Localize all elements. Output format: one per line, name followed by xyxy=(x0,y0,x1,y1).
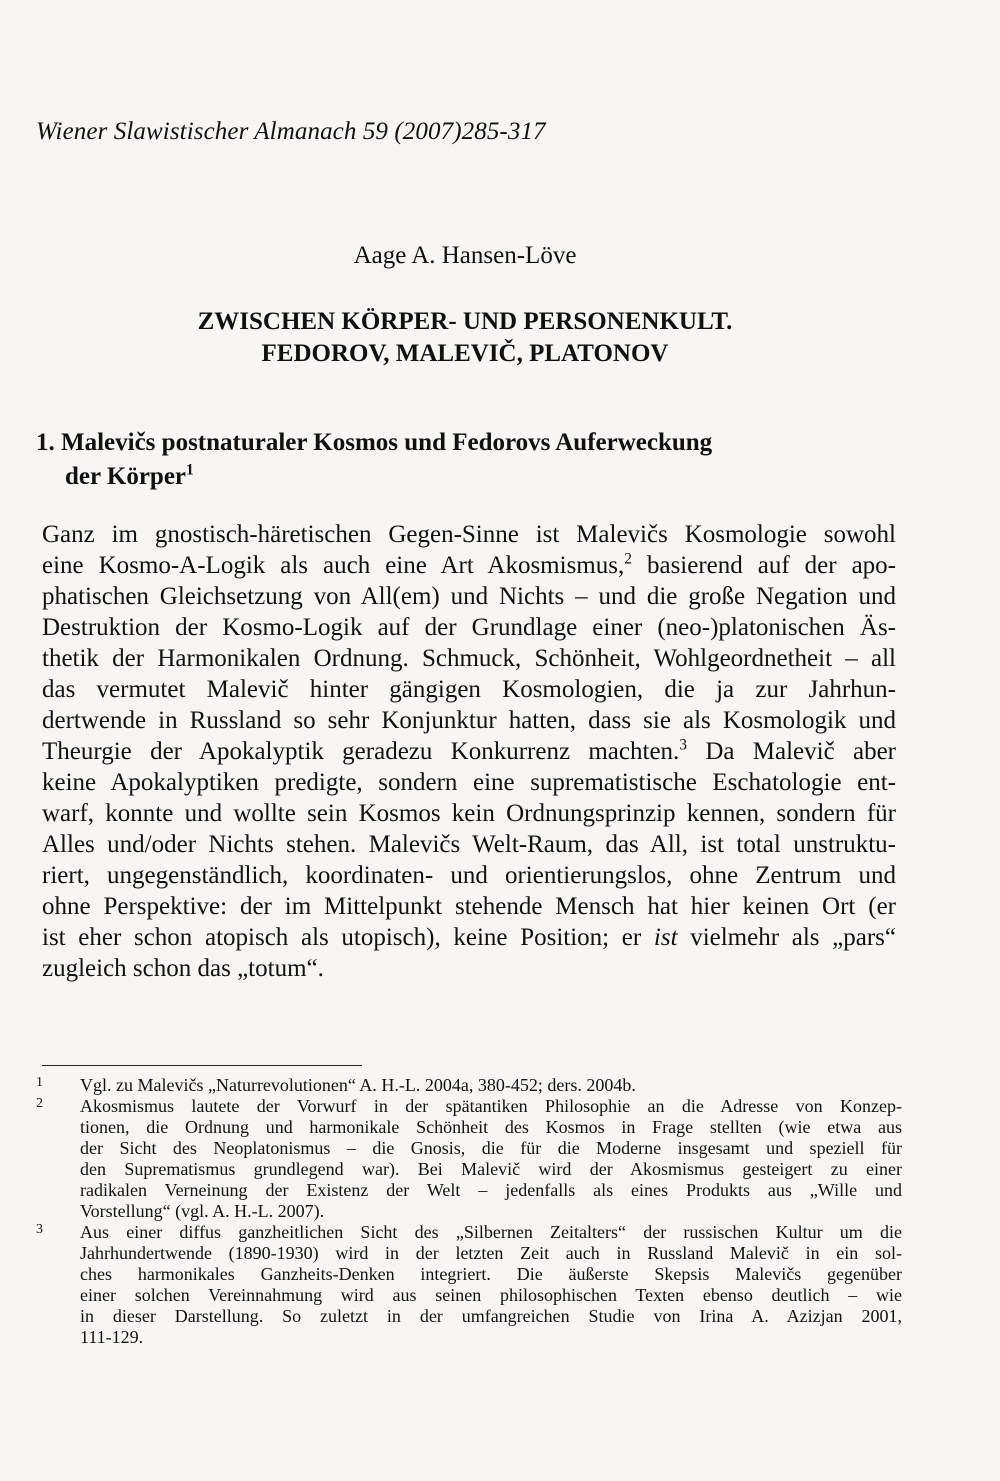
footnote-line: der Sicht des Neoplatonismus – die Gnosis, die für die Moderne insgesamt und speziell für xyxy=(80,1138,902,1158)
body-line: Alles und/oder Nichts stehen. Malevičs Welt-Raum, das All, ist total unstruktu- xyxy=(42,831,896,858)
title-line-2: FEDOROV, MALEVIČ, PLATONOV xyxy=(261,340,669,367)
footnote-line: Akosmismus lautete der Vorwurf in der spätantiken Philosophie an die Adresse von Konzep- xyxy=(80,1096,902,1116)
footnote-number: 1 xyxy=(36,1075,43,1090)
author-name: Aage A. Hansen-Löve xyxy=(353,242,577,269)
body-line: warf, konnte und wollte sein Kosmos kein Ordnungsprinzip kennen, sondern für xyxy=(42,800,896,827)
footnote-line: Vgl. zu Malevičs „Naturrevolutionen“ A. H.-L. 2004a, 380-452; ders. 2004b. xyxy=(80,1075,636,1095)
footnote-line: in dieser Darstellung. So zuletzt in der umfangreichen Studie von Irina A. Azizjan 2001, xyxy=(80,1306,902,1326)
body-line: riert, ungegenständlich, koordinaten- und orientierungslos, ohne Zentrum und xyxy=(42,862,896,889)
section-heading-line-1: 1. Malevičs postnaturaler Kosmos und Fedorovs Auferweckung xyxy=(36,429,713,456)
footnote-line: Aus einer diffus ganzheitlichen Sicht des „Silbernen Zeitalters“ der russischen Kultur um die xyxy=(80,1222,902,1242)
body-line xyxy=(42,550,896,581)
body-line: zugleich schon das „totum“. xyxy=(42,955,324,982)
footnote-2 xyxy=(36,1096,902,1222)
section-heading-line-2-text: der Körper xyxy=(65,463,187,490)
footnote-ref-1[interactable]: 1 xyxy=(186,461,194,479)
body-line-text: ist eher schon atopisch als utopisch), keine Position; er xyxy=(42,924,642,951)
footnote-ref-2[interactable]: 2 xyxy=(624,550,632,568)
section-heading-line-2 xyxy=(36,460,916,494)
body-line: thetik der Harmonikalen Ordnung. Schmuck, Schönheit, Wohlgeordnetheit – all xyxy=(42,645,896,672)
emphasis-ist: ist xyxy=(653,924,678,951)
footnote-line: Jahrhundertwende (1890-1930) wird in der letzten Zeit auch in Russland Malevič in ein sol- xyxy=(80,1243,902,1263)
footnote-line: ches harmonikales Ganzheits-Denken integriert. Die äußerste Skepsis Malevičs gegenüber xyxy=(80,1264,902,1284)
body-line: das vermutet Malevič hinter gängigen Kosmologien, die ja zur Jahrhun- xyxy=(42,676,896,703)
journal-reference: Wiener Slawistischer Almanach 59 (2007)285-317 xyxy=(36,118,546,145)
footnote-divider xyxy=(42,1065,362,1066)
footnote-number: 2 xyxy=(36,1096,43,1111)
body-line-text: Theurgie der Apokalyptik geradezu Konkurrenz machten. xyxy=(42,738,680,765)
footnote-number: 3 xyxy=(36,1222,43,1237)
body-line: Ganz im gnostisch-häretischen Gegen-Sinne ist Malevičs Kosmologie sowohl xyxy=(42,521,896,548)
footnote-line: radikalen Verneinung der Existenz der Welt – jedenfalls als eines Produkts aus „Wille und xyxy=(80,1180,902,1200)
article-title xyxy=(0,306,930,370)
body-line: phatischen Gleichsetzung von All(em) und Nichts – und die große Negation und xyxy=(42,583,896,610)
footnote-ref-3[interactable]: 3 xyxy=(679,736,688,754)
body-line: Destruktion der Kosmo-Logik auf der Grundlage einer (neo-)platonischen Äs- xyxy=(42,614,896,641)
body-paragraph xyxy=(42,519,896,984)
footnotes xyxy=(36,1075,902,1348)
body-line xyxy=(42,922,896,953)
footnote-3 xyxy=(36,1222,902,1348)
footnote-line: 111-129. xyxy=(80,1327,144,1347)
body-line-text: eine Kosmo-A-Logik als auch eine Art Akosmismus, xyxy=(42,552,625,579)
body-line: ohne Perspektive: der im Mittelpunkt stehende Mensch hat hier keinen Ort (er xyxy=(42,893,896,920)
footnote-1 xyxy=(36,1075,902,1096)
footnote-line: den Suprematismus grundlegend war). Bei Malevič wird der Akosmismus gesteigert zu einer xyxy=(80,1159,902,1179)
footnote-line: einer solchen Vereinnahmung wird aus seinen philosophischen Texten ebenso deutlich – wie xyxy=(80,1285,902,1305)
body-line-text: vielmehr als „pars“ xyxy=(677,924,897,951)
body-line-text: Da Malevič aber xyxy=(687,738,896,765)
body-line xyxy=(42,736,896,767)
footnote-line: Vorstellung“ (vgl. A. H.-L. 2007). xyxy=(80,1201,325,1221)
footnote-line: tionen, die Ordnung und harmonikale Schönheit des Kosmos in Frage stellten (wie etwa aus xyxy=(80,1117,902,1137)
body-line: dertwende in Russland so sehr Konjunktur hatten, dass sie als Kosmologik und xyxy=(42,707,896,734)
body-line-text: basierend auf der apo- xyxy=(631,552,896,579)
title-line-1: ZWISCHEN KÖRPER- UND PERSONENKULT. xyxy=(197,308,733,335)
section-heading xyxy=(36,426,916,494)
body-line: keine Apokalyptiken predigte, sondern eine suprematistische Eschatologie ent- xyxy=(42,769,896,796)
